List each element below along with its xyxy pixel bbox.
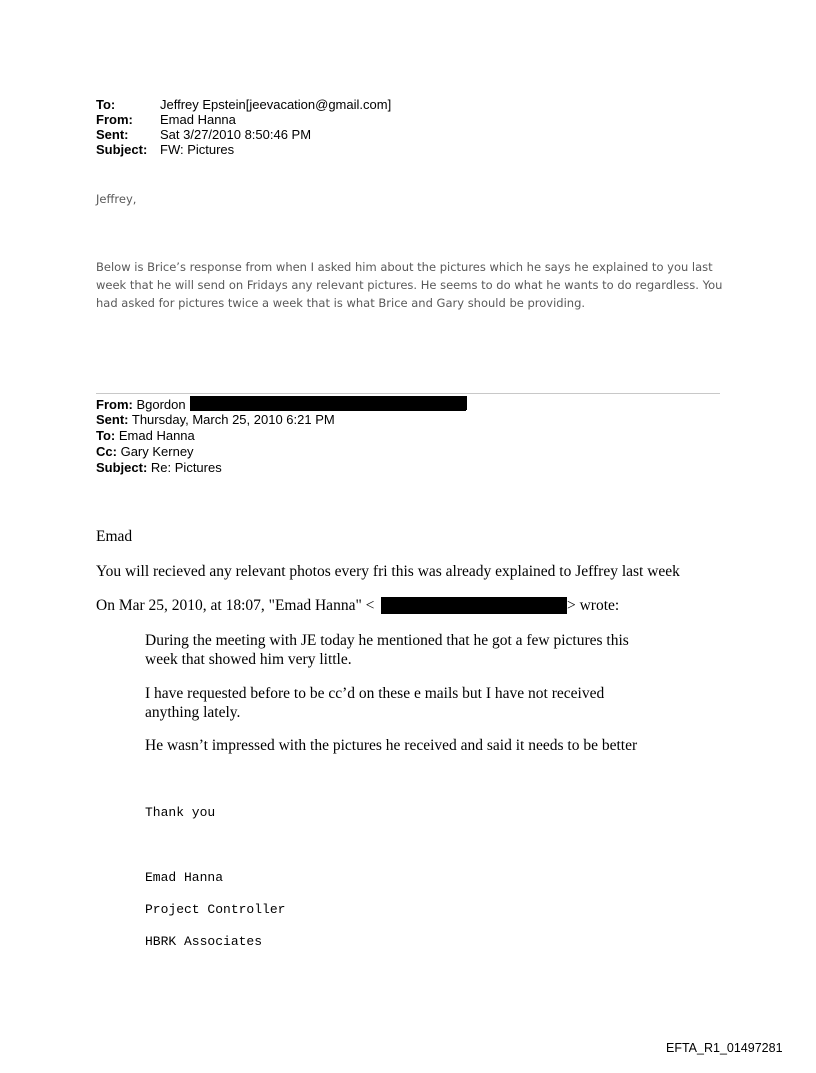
quote-intro-suffix: > wrote:: [567, 597, 620, 614]
reply-message: You will recieved any relevant photos every fri this was already explained to Jeffrey last week: [96, 563, 680, 580]
greeting: Jeffrey,: [96, 192, 137, 206]
fw-to-label: To:: [96, 428, 116, 443]
quote-intro-prefix: On Mar 25, 2010, at 18:07, "Emad Hanna" <: [96, 597, 375, 614]
fw-sent-line: [96, 412, 335, 427]
subject-label: Subject:: [96, 142, 148, 157]
fw-subject-label: Subject:: [96, 460, 148, 475]
quoted-paragraph-2: I have requested before to be cc’d on these e mails but I have not received anything lately.: [145, 685, 605, 721]
body-paragraph: Below is Brice’s response from when I asked him about the pictures which he says he explained to you last week that he will send on Fridays any relevant pictures. He seems to do what he wants to do regardless. You had asked for pictures twice a week that is what Brice and Gary should be providing.: [96, 260, 723, 310]
signature-company: HBRK Associates: [145, 934, 263, 949]
quoted-paragraph-3: He wasn’t impressed with the pictures he received and said it needs to be better: [145, 737, 638, 754]
to-value: Jeffrey Epstein[jeevacation@gmail.com]: [160, 97, 392, 112]
fw-from-line: [96, 397, 186, 412]
fw-to-line: [96, 428, 195, 443]
quoted-paragraph-1: During the meeting with JE today he mentioned that he got a few pictures this week that showed him very little.: [145, 632, 629, 668]
from-label: From:: [96, 112, 133, 127]
signature-name: Emad Hanna: [145, 870, 224, 885]
signature-title: Project Controller: [145, 902, 286, 917]
fw-cc-value: Gary Kerney: [120, 444, 194, 459]
redaction-bracket: [466, 396, 467, 410]
fw-to-value: Emad Hanna: [118, 428, 195, 443]
separator-line: [96, 393, 720, 394]
reply-salutation: Emad: [96, 528, 133, 545]
subject-value: FW: Pictures: [160, 142, 235, 157]
fw-from-label: From:: [96, 397, 133, 412]
fw-subject-line: [96, 460, 222, 475]
fw-sent-label: Sent:: [96, 412, 129, 427]
sent-value: Sat 3/27/2010 8:50:46 PM: [160, 127, 312, 142]
sent-label: Sent:: [96, 127, 129, 142]
from-value: Emad Hanna: [160, 112, 236, 127]
fw-subject-value: Re: Pictures: [150, 460, 222, 475]
email-redaction-box: [381, 597, 567, 614]
to-label: To:: [96, 97, 116, 112]
document-id: EFTA_R1_01497281: [666, 1041, 783, 1055]
fw-from-value: Bgordon: [136, 397, 186, 412]
fw-cc-label: Cc:: [96, 444, 117, 459]
fw-sent-value: Thursday, March 25, 2010 6:21 PM: [131, 412, 335, 427]
redaction-box: [190, 396, 466, 411]
fw-cc-line: [96, 444, 194, 459]
thanks-line: Thank you: [145, 805, 216, 820]
